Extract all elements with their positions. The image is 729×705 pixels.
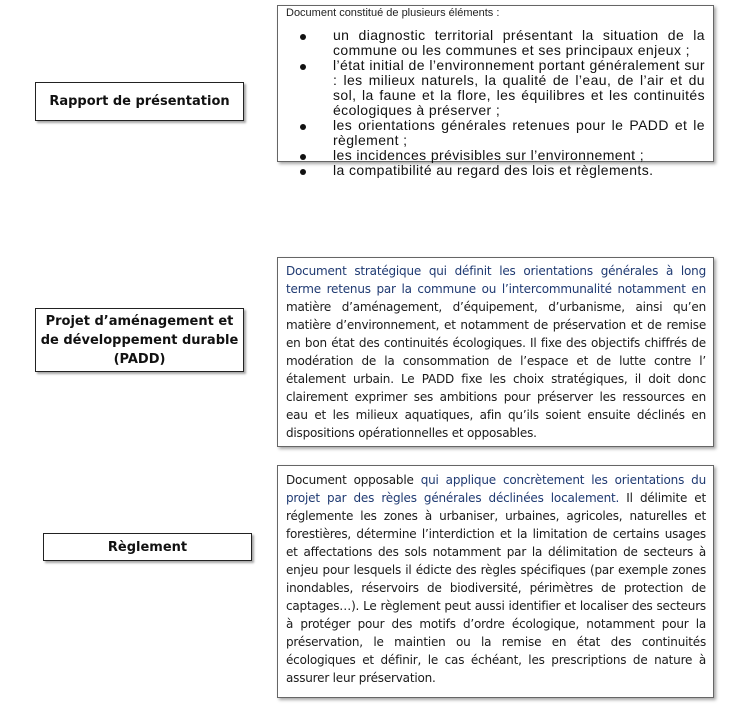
label-padd [35, 308, 244, 372]
label-text: Rapport de présentation [49, 94, 230, 109]
highlighted-text: qui applique concrètement les orientations du projet par des règles générales déclinées localement. [286, 473, 706, 505]
list-item: les orientations générales retenues pour le PADD et le règlement ; [300, 118, 705, 148]
highlighted-text: Document stratégique qui définit les orientations générales à long terme retenus par la commune ou l’intercommunalité notamment en [286, 264, 706, 296]
list-item: les incidences prévisibles sur l’environnement ; [300, 148, 705, 163]
list-item: l’état initial de l’environnement portant généralement sur : les milieux naturels, la qualité de l’eau, de l’air et du sol, la faune et la flore, les équilibres et les continuités écologiques à préserver ; [300, 58, 705, 118]
body-text: Il délimite et réglemente les zones à urbaniser, urbaines, agricoles, naturelles et forestières, détermine l’interdiction et la limitation de certains usages et affectations des sols notamment par la délimitation de secteurs à enjeu pour lesquels il édicte des règles spécifiques (par exemple zones inondables, réservoirs de biodiversité, périmètres de protection de captages…). Le règlement peut aussi identifier et localiser des secteurs à protéger pour des motifs d’ordre écologique, notamment pour la préservation, le maintien ou la remise en état des continuités écologiques et définir, le cas échéant, les prescriptions de nature à assurer leur préservation. [286, 491, 706, 685]
padd-description [286, 262, 706, 442]
label-text: Règlement [107, 539, 188, 555]
label-text: Projet d’aménagement et de développement durable (PADD) [40, 313, 239, 367]
reglement-description [286, 471, 706, 687]
rapport-intro: Document constitué de plusieurs éléments : [286, 7, 500, 19]
body-text: matière d’aménagement, d’équipement, d’urbanisme, ainsi qu’en matière d’environnement, et notamment de préservation et de remise en bon état des continuités écologiques. Il fixe des objectifs chiffrés de modération de la consommation de l’espace et de lutte contre l’ étalement urbain. Le PADD fixe les choix stratégiques, il doit donc clairement exprimer ses ambitions pour préserver les ressources en eau et les milieux aquatiques, afin qu’ils soient ensuite déclinés en dispositions opérationnelles et opposables. [286, 300, 706, 440]
list-item: la compatibilité au regard des lois et règlements. [300, 163, 705, 178]
label-reglement [43, 533, 252, 561]
body-text: Document opposable [286, 473, 421, 487]
rapport-bullet-list [300, 28, 705, 178]
list-item: un diagnostic territorial présentant la situation de la commune ou les communes et ses principaux enjeux ; [300, 28, 705, 58]
label-rapport-presentation [35, 82, 244, 121]
